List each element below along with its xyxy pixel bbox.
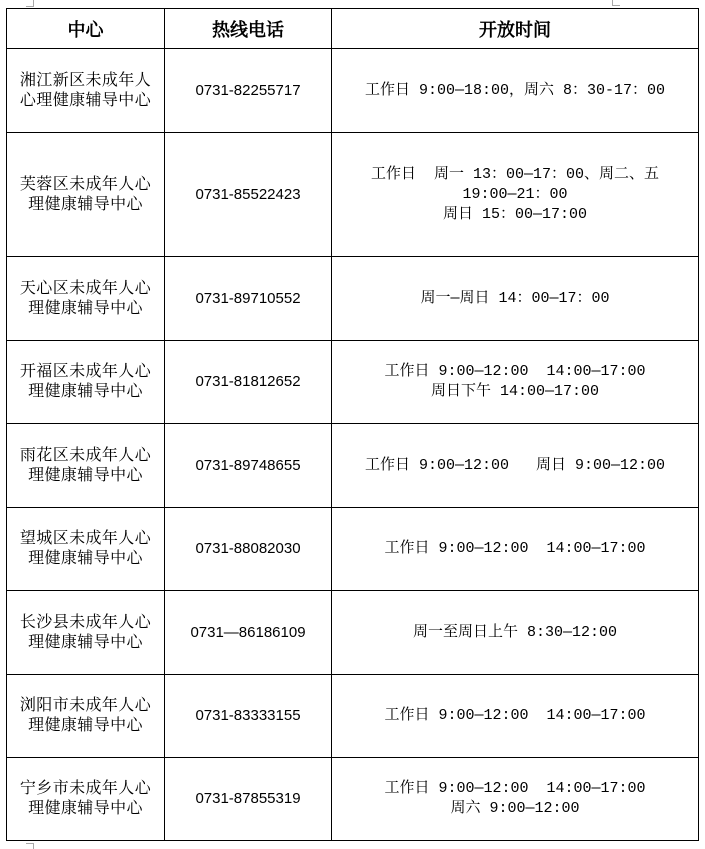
- hours-cell: [332, 591, 699, 675]
- center-name-cell: [7, 424, 165, 508]
- center-name-cell: [7, 49, 165, 133]
- hotline-cell: [165, 675, 332, 758]
- hours-line: 工作日 9:00—12:00 14:00—17:00: [384, 540, 646, 557]
- table-row: [7, 424, 699, 508]
- table-row: [7, 341, 699, 424]
- hours-line: 工作日 9:00—12:00 14:00—17:00: [384, 707, 646, 724]
- table-row: [7, 49, 699, 133]
- hours-line: 19:00—21：00: [462, 185, 568, 203]
- hotline-cell: [165, 591, 332, 675]
- center-name: 雨花区未成年人心理健康辅导中心: [19, 446, 152, 484]
- table-row: [7, 508, 699, 591]
- hotline-cell: [165, 257, 332, 341]
- center-name-cell: [7, 591, 165, 675]
- hours-line: 周日下午 14:00—17:00: [430, 383, 600, 400]
- hours-line: 工作日 9:00—12:00 14:00—17:00: [384, 363, 646, 380]
- center-schedule-table: [6, 8, 699, 841]
- column-header-center: 中心: [7, 9, 165, 49]
- table-row: [7, 257, 699, 341]
- center-name-cell: [7, 758, 165, 841]
- hotline-number: 0731-81812652: [195, 373, 301, 390]
- table-row: [7, 758, 699, 841]
- center-name: 浏阳市未成年人心理健康辅导中心: [19, 697, 152, 734]
- hours-line: 工作日 9:00—18:00，周六 8：30-17：00: [364, 81, 666, 99]
- hours-cell: [332, 49, 699, 133]
- hotline-cell: [165, 49, 332, 133]
- center-name-cell: [7, 133, 165, 257]
- center-name: 芙蓉区未成年人心理健康辅导中心: [19, 175, 152, 213]
- center-name: 望城区未成年人心理健康辅导中心: [19, 530, 152, 567]
- hotline-number: 0731-88082030: [195, 540, 301, 557]
- table-row: [7, 591, 699, 675]
- crop-mark-line: [26, 843, 34, 844]
- center-name: 开福区未成年人心理健康辅导中心: [19, 363, 152, 400]
- hours-line: 工作日 9:00—12:00 周日 9:00—12:00: [364, 456, 666, 474]
- hours-line: 周六 9:00—12:00: [450, 800, 580, 817]
- center-name: 湘江新区未成年人心理健康辅导中心: [19, 71, 152, 109]
- center-name-cell: [7, 508, 165, 591]
- hours-cell: [332, 508, 699, 591]
- crop-mark-line: [612, 5, 620, 6]
- hotline-number: 0731-89748655: [195, 456, 301, 474]
- hotline-number: 0731-87855319: [195, 790, 301, 807]
- hours-cell: [332, 341, 699, 424]
- column-header-hours: 开放时间: [332, 9, 699, 49]
- hours-line: 工作日 9:00—12:00 14:00—17:00: [384, 780, 646, 797]
- hotline-number: 0731-89710552: [195, 289, 301, 307]
- hotline-number: 0731-83333155: [195, 707, 301, 724]
- center-name: 长沙县未成年人心理健康辅导中心: [19, 613, 152, 651]
- hotline-cell: [165, 133, 332, 257]
- hotline-number: 0731—86186109: [190, 623, 306, 641]
- hotline-number: 0731-82255717: [195, 81, 301, 99]
- center-name-cell: [7, 257, 165, 341]
- table-row: [7, 133, 699, 257]
- center-name-cell: [7, 675, 165, 758]
- hours-cell: [332, 257, 699, 341]
- hours-cell: [332, 133, 699, 257]
- table-header-row: [7, 9, 699, 49]
- hotline-number: 0731-85522423: [195, 185, 301, 203]
- hotline-cell: [165, 508, 332, 591]
- hours-cell: [332, 675, 699, 758]
- column-header-hotline: 热线电话: [165, 9, 332, 49]
- crop-mark-line: [26, 6, 34, 7]
- hotline-cell: [165, 424, 332, 508]
- center-name-cell: [7, 341, 165, 424]
- hours-cell: [332, 758, 699, 841]
- hotline-cell: [165, 341, 332, 424]
- hotline-cell: [165, 758, 332, 841]
- center-name: 宁乡市未成年人心理健康辅导中心: [19, 780, 152, 817]
- hours-line: 周一—周日 14：00—17：00: [420, 289, 610, 307]
- hours-line: 周日 15：00—17:00: [442, 205, 588, 223]
- hours-cell: [332, 424, 699, 508]
- hours-line: 工作日 周一 13：00—17：00、周二、五: [370, 165, 660, 183]
- table-row: [7, 675, 699, 758]
- center-name: 天心区未成年人心理健康辅导中心: [19, 279, 152, 317]
- hours-line: 周一至周日上午 8:30—12:00: [412, 623, 618, 641]
